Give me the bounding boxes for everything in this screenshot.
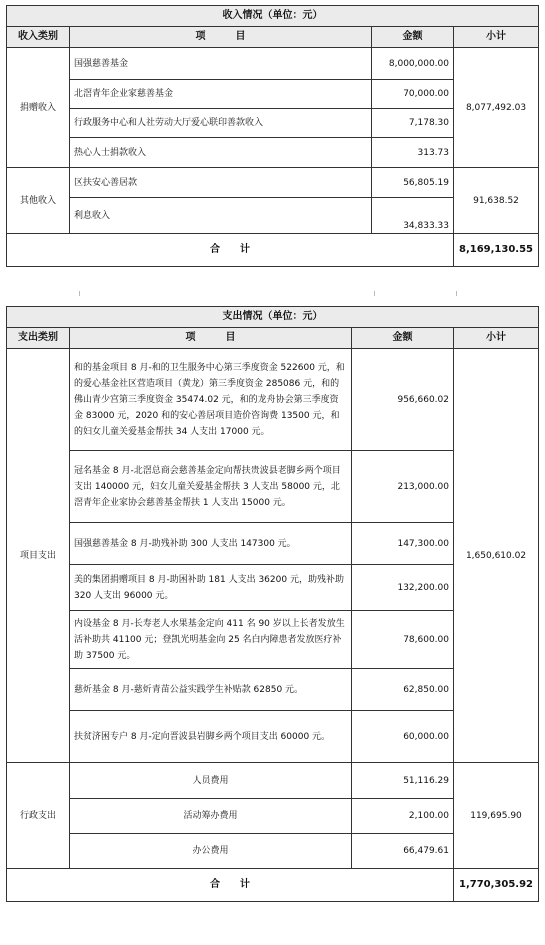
item-cell: 区扶安心善居款 bbox=[70, 168, 372, 198]
expense-header-amount: 金额 bbox=[352, 328, 454, 349]
income-header-category: 收入类别 bbox=[7, 27, 70, 48]
item-cell: 内设基金 8 月-长寿老人水果基金定向 411 名 90 岁以上长者发放生活补助共 41100 元；登凯光明基金向 25 名白内障患者发放医疗补助 37500 元。 bbox=[70, 611, 352, 669]
expense-header-subtotal: 小计 bbox=[454, 328, 539, 349]
amount-cell: 70,000.00 bbox=[372, 80, 454, 109]
amount-cell: 78,600.00 bbox=[352, 611, 454, 669]
total-row bbox=[7, 869, 539, 902]
item-cell: 美的集团捐赠项目 8 月-助困补助 181 人支出 36200 元，助残补助 320 人支出 96000 元。 bbox=[70, 565, 352, 611]
income-header-subtotal: 小计 bbox=[454, 27, 539, 48]
item-cell: 国强慈善基金 8 月-助残补助 300 人支出 147300 元。 bbox=[70, 523, 352, 565]
category-cell: 项目支出 bbox=[7, 349, 70, 763]
total-value: 1,770,305.92 bbox=[454, 869, 539, 902]
income-header-item: 项 目 bbox=[70, 27, 372, 48]
total-value: 8,169,130.55 bbox=[454, 234, 539, 267]
amount-cell: 51,116.29 bbox=[352, 763, 454, 799]
amount-cell: 956,660.02 bbox=[352, 349, 454, 451]
item-cell: 和的基金项目 8 月-和的卫生服务中心第三季度资金 522600 元，和的爱心基金社区营造项目（黄龙）第三季度资金 285086 元，和的佛山青少宫第三季度资金 35474.02 元，和的龙舟协会第三季度资金 83000 元，2020 和的安心善居项目造价咨询费 13500 元，和的妇女儿童关爱基金帮扶 34 人支出 17000 元。 bbox=[70, 349, 352, 451]
item-cell: 利息收入 bbox=[70, 198, 372, 234]
expense-table bbox=[6, 306, 539, 902]
amount-cell: 2,100.00 bbox=[352, 799, 454, 834]
item-cell: 热心人士捐款收入 bbox=[70, 138, 372, 168]
amount-cell: 132,200.00 bbox=[352, 565, 454, 611]
item-cell: 冠名基金 8 月-北滘总商会慈善基金定向帮扶贵波县老脚乡两个项目支出 140000 元，妇女儿童关爱基金帮扶 3 人支出 58000 元，北滘青年企业家协会慈善基金帮扶 1 人支出 15000 元。 bbox=[70, 451, 352, 523]
expense-header-item: 项 目 bbox=[70, 328, 352, 349]
item-cell: 行政服务中心和人社劳动大厅爱心联印善款收入 bbox=[70, 109, 372, 138]
table-row bbox=[7, 763, 539, 799]
table-row bbox=[7, 48, 539, 80]
income-table bbox=[6, 5, 539, 267]
item-cell: 北滘青年企业家慈善基金 bbox=[70, 80, 372, 109]
subtotal-cell: 119,695.90 bbox=[454, 763, 539, 869]
total-label: 合 计 bbox=[7, 234, 454, 267]
amount-cell: 56,805.19 bbox=[372, 168, 454, 198]
income-title: 收入情况（单位：元） bbox=[7, 6, 539, 27]
item-cell: 办公费用 bbox=[70, 834, 352, 869]
total-label: 合 计 bbox=[7, 869, 454, 902]
item-cell: 活动筹办费用 bbox=[70, 799, 352, 834]
subtotal-cell: 8,077,492.03 bbox=[454, 48, 539, 168]
amount-cell: 60,000.00 bbox=[352, 711, 454, 763]
amount-cell: 34,833.33 bbox=[372, 198, 454, 234]
amount-cell: 8,000,000.00 bbox=[372, 48, 454, 80]
amount-cell: 66,479.61 bbox=[352, 834, 454, 869]
item-cell: 国强慈善基金 bbox=[70, 48, 372, 80]
expense-title: 支出情况（单位：元） bbox=[7, 307, 539, 328]
page-break-marks bbox=[6, 291, 538, 297]
table-row bbox=[7, 168, 539, 198]
total-row bbox=[7, 234, 539, 267]
item-cell: 人员费用 bbox=[70, 763, 352, 799]
expense-header-category: 支出类别 bbox=[7, 328, 70, 349]
amount-cell: 313.73 bbox=[372, 138, 454, 168]
table-row bbox=[7, 349, 539, 451]
item-cell: 慈炘基金 8 月-慈炘青苗公益实践学生补贴款 62850 元。 bbox=[70, 669, 352, 711]
amount-cell: 147,300.00 bbox=[352, 523, 454, 565]
category-cell: 捐赠收入 bbox=[7, 48, 70, 168]
category-cell: 其他收入 bbox=[7, 168, 70, 234]
amount-cell: 62,850.00 bbox=[352, 669, 454, 711]
subtotal-cell: 91,638.52 bbox=[454, 168, 539, 234]
item-cell: 扶贫济困专户 8 月-定向晋波县岩脚乡两个项目支出 60000 元。 bbox=[70, 711, 352, 763]
amount-cell: 7,178.30 bbox=[372, 109, 454, 138]
income-header-amount: 金额 bbox=[372, 27, 454, 48]
amount-cell: 213,000.00 bbox=[352, 451, 454, 523]
category-cell: 行政支出 bbox=[7, 763, 70, 869]
subtotal-cell: 1,650,610.02 bbox=[454, 349, 539, 763]
